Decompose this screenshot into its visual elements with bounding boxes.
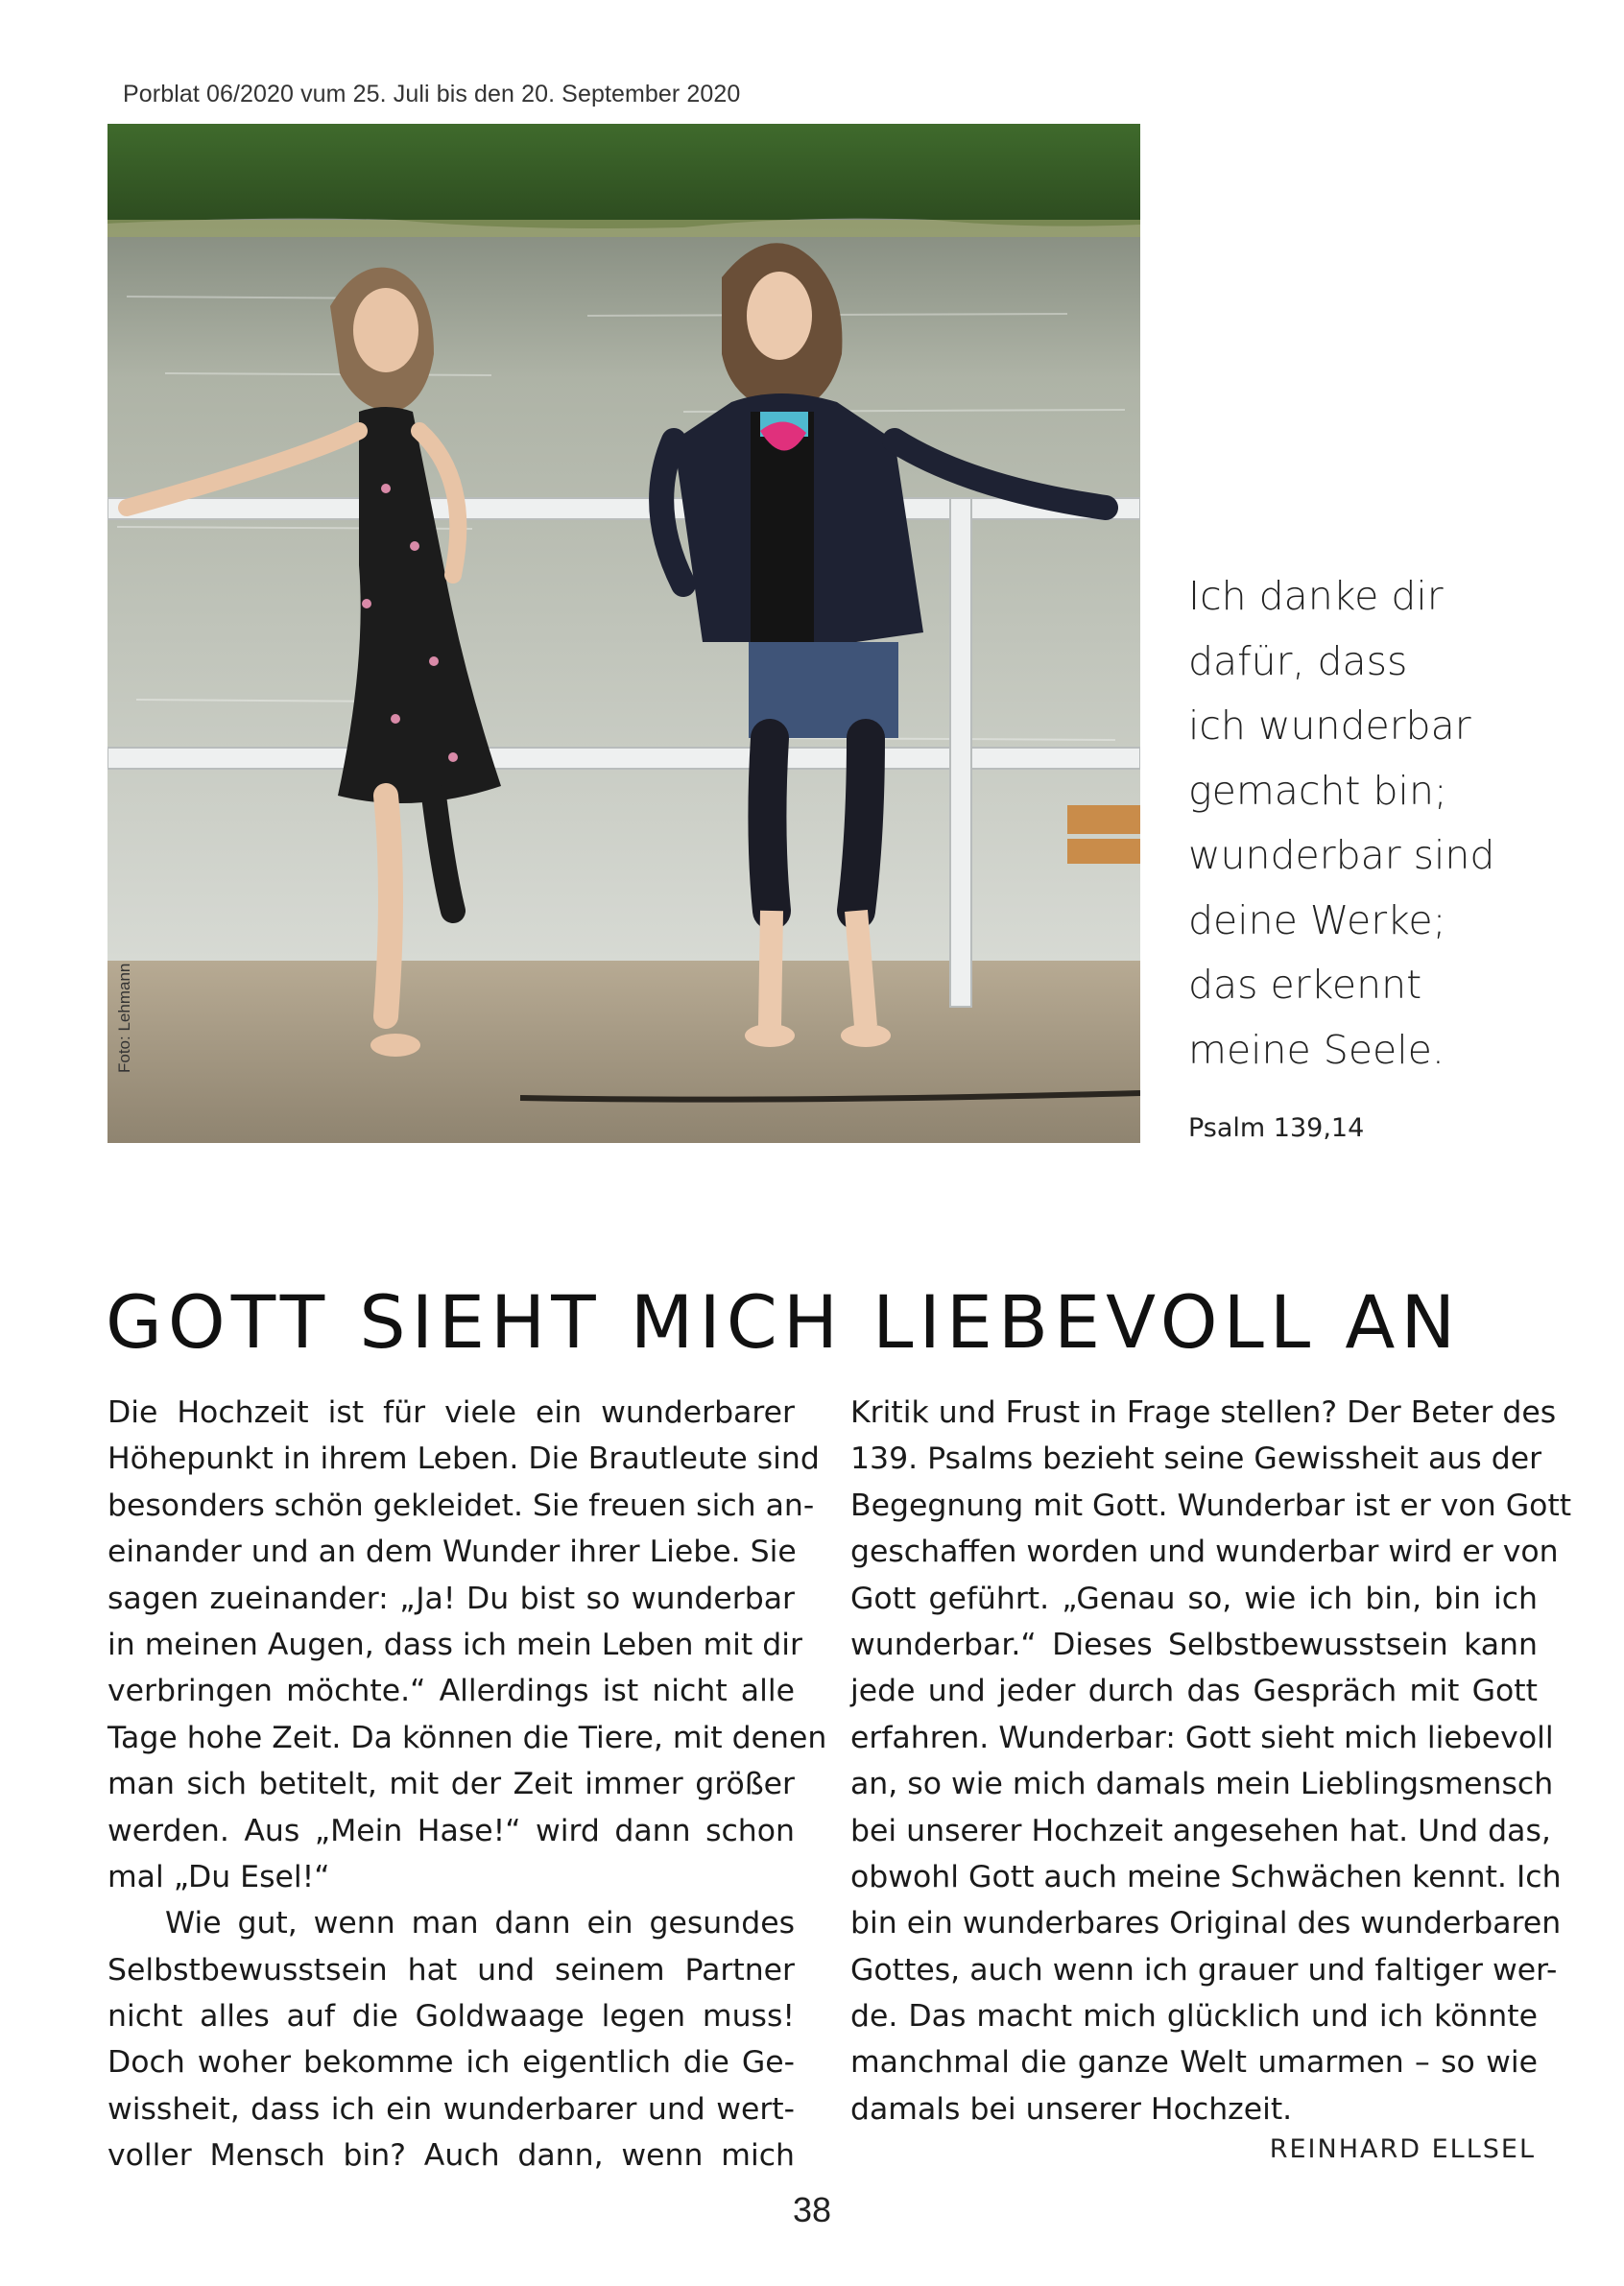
body-line: man sich betitelt, mit der Zeit immer größer: [107, 1767, 795, 1802]
body-line: 139. Psalms bezieht seine Gewissheit aus der: [850, 1441, 1542, 1477]
quote-line: gemacht bin;: [1188, 767, 1447, 814]
quote-line: meine Seele.: [1188, 1026, 1445, 1073]
running-header: Porblat 06/2020 vum 25. Juli bis den 20. September 2020: [123, 81, 741, 107]
body-column-left: [107, 1390, 827, 2179]
photo-credit: Foto: Lehmann: [115, 963, 133, 1073]
body-line: in meinen Augen, dass ich mein Leben mit dir: [107, 1627, 802, 1662]
body-column-right: [850, 1390, 1572, 2132]
photo-illustration: [107, 124, 1140, 1143]
body-line: Gottes, auch wenn ich grauer und faltiger wer-: [850, 1952, 1558, 1988]
body-line: Begegnung mit Gott. Wunderbar ist er von Gott: [850, 1488, 1572, 1523]
article-author: REINHARD ELLSEL: [1269, 2134, 1536, 2164]
quote-line: wunderbar sind: [1188, 832, 1495, 878]
page-number: 38: [792, 2190, 832, 2229]
bible-quote: [1188, 564, 1591, 1083]
body-line: Tage hohe Zeit. Da können die Tiere, mit denen: [107, 1720, 827, 1755]
quote-reference: Psalm 139,14: [1188, 1113, 1365, 1143]
body-line: werden. Aus „Mein Hase!“ wird dann schon: [107, 1813, 795, 1848]
quote-line: Ich danke dir: [1188, 573, 1444, 619]
body-line: bin ein wunderbares Original des wunderbaren: [850, 1906, 1562, 1941]
body-line: Gott geführt. „Genau so, wie ich bin, bin ich: [850, 1581, 1538, 1616]
quote-line: dafür, dass: [1188, 637, 1408, 684]
body-line: geschaffen worden und wunderbar wird er von: [850, 1535, 1559, 1570]
body-line: Wie gut, wenn man dann ein gesundes: [165, 1906, 795, 1941]
body-line: verbringen möchte.“ Allerdings ist nicht alle: [107, 1674, 795, 1709]
body-line: an, so wie mich damals mein Lieblingsmensch: [850, 1767, 1554, 1802]
body-line: einander und an dem Wunder ihrer Liebe. Sie: [107, 1535, 797, 1570]
article-headline: GOTT SIEHT MICH LIEBEVOLL AN: [106, 1278, 1462, 1365]
body-line: besonders schön gekleidet. Sie freuen sich an-: [107, 1488, 815, 1523]
body-line: damals bei unserer Hochzeit.: [850, 2091, 1293, 2127]
body-line: wunderbar.“ Dieses Selbstbewusstsein kann: [850, 1627, 1538, 1662]
body-line: voller Mensch bin? Auch dann, wenn mich: [107, 2138, 795, 2174]
body-line: manchmal die ganze Welt umarmen – so wie: [850, 2045, 1538, 2081]
quote-line: das erkennt: [1188, 962, 1422, 1008]
body-line: wissheit, dass ich ein wunderbarer und wert-: [107, 2091, 795, 2127]
body-line: obwohl Gott auch meine Schwächen kennt. Ich: [850, 1859, 1562, 1894]
photo-two-girls-at-lake: [107, 124, 1140, 1143]
quote-line: deine Werke;: [1188, 896, 1446, 943]
body-line: nicht alles auf die Goldwaage legen muss!: [107, 1999, 795, 2035]
body-line: jede und jeder durch das Gespräch mit Gott: [850, 1674, 1538, 1709]
quote-line: ich wunderbar: [1188, 702, 1471, 749]
body-line: Kritik und Frust in Frage stellen? Der Beter des: [850, 1395, 1557, 1430]
body-line: sagen zueinander: „Ja! Du bist so wunderbar: [107, 1581, 795, 1616]
body-line: mal „Du Esel!“: [107, 1859, 330, 1894]
body-line: erfahren. Wunderbar: Gott sieht mich liebevoll: [850, 1720, 1554, 1755]
body-line: Höhepunkt in ihrem Leben. Die Brautleute sind: [107, 1441, 820, 1477]
body-line: Selbstbewusstsein hat und seinem Partner: [107, 1952, 795, 1988]
body-line: Doch woher bekomme ich eigentlich die Ge-: [107, 2045, 795, 2081]
body-line: Die Hochzeit ist für viele ein wunderbarer: [107, 1395, 795, 1430]
body-line: de. Das macht mich glücklich und ich könnte: [850, 1999, 1538, 2035]
body-line: bei unserer Hochzeit angesehen hat. Und das,: [850, 1813, 1551, 1848]
